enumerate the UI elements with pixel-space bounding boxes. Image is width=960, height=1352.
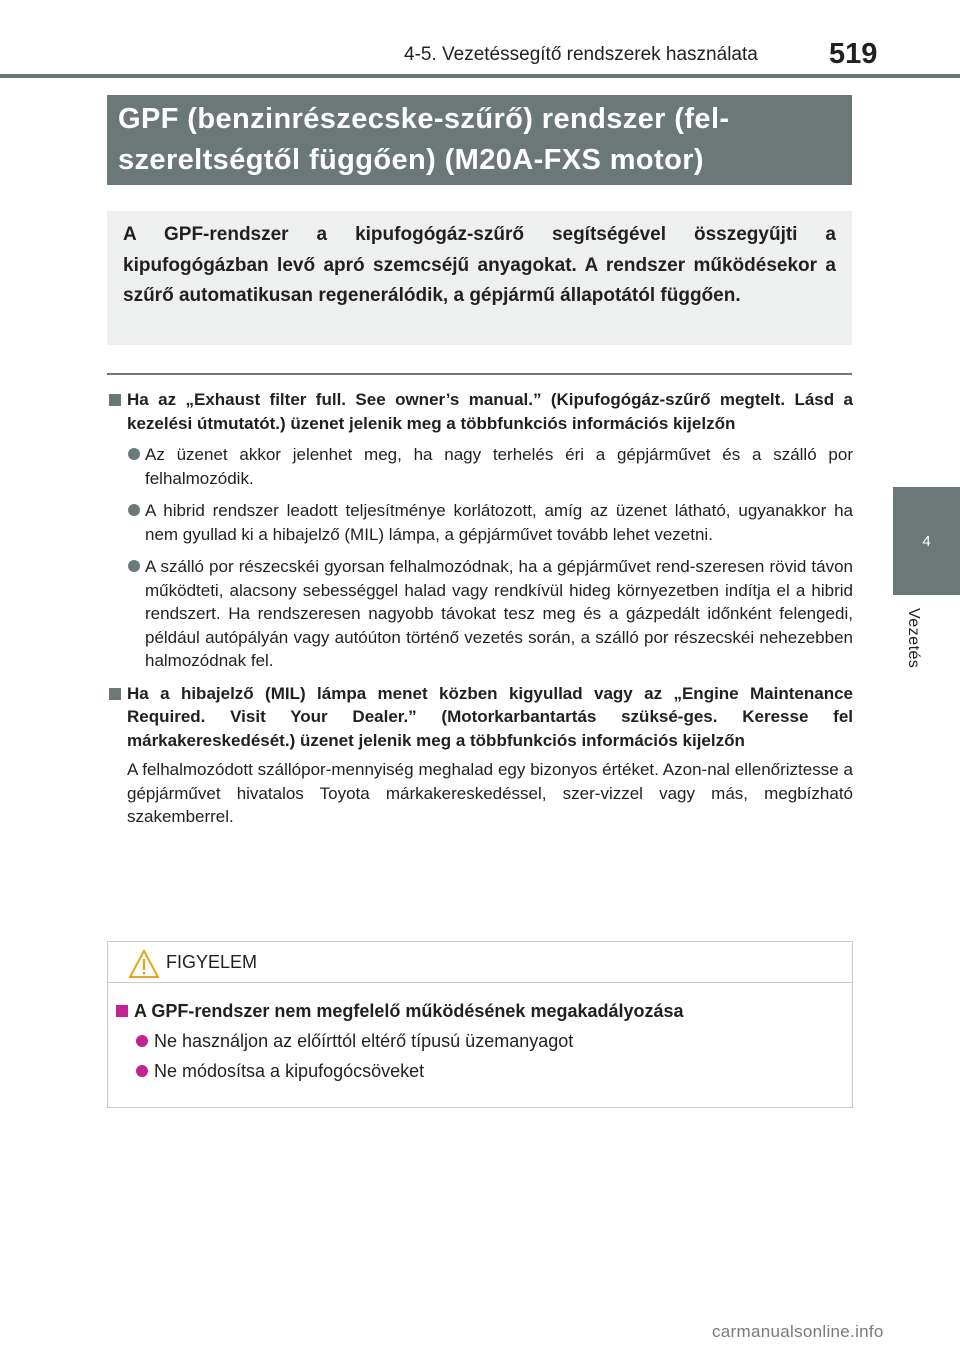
warning-triangle-icon (128, 949, 160, 984)
round-bullet-icon (136, 1065, 148, 1077)
intro-box (107, 211, 852, 345)
section-paragraph: A felhalmozódott szállópor-mennyiség meghalad egy bizonyos értéket. Azon-nal ellenőriztesse a gépjárművet hivatalos Toyota márkakereskedéssel, szer-vizzel vagy más, megbízható szakemberrel. (127, 760, 853, 826)
page-title: GPF (benzinrészecske-szűrő) rendszer (fel-szereltségtől függően) (M20A-FXS motor) (118, 103, 730, 176)
warning-item-text: Ne módosítsa a kipufogócsöveket (154, 1061, 425, 1081)
square-bullet-icon (109, 394, 121, 406)
warning-heading (116, 999, 852, 1023)
section-heading (107, 682, 853, 753)
chapter-number: 4 (922, 533, 931, 550)
section-divider (107, 373, 852, 375)
warning-header (108, 942, 852, 983)
watermark: carmanualsonline.info (712, 1322, 884, 1341)
header-rule (0, 74, 960, 78)
round-bullet-icon (128, 560, 140, 572)
square-bullet-icon (116, 1005, 128, 1017)
square-bullet-icon (109, 688, 121, 700)
round-bullet-icon (136, 1035, 148, 1047)
chapter-tab (893, 487, 960, 595)
list-item (107, 499, 853, 546)
section-heading-text: Ha az „Exhaust filter full. See owner’s manual.” (Kipufogógáz-szűrő megtelt. Lásd a kezelési útmutatót.) üzenet jelenik meg a többfunkciós információs kijelzőn (127, 390, 853, 433)
list-item (107, 443, 853, 490)
page-title-box (107, 95, 852, 185)
chapter-label: Vezetés (905, 608, 922, 669)
round-bullet-icon (128, 448, 140, 460)
section-heading-text: Ha a hibajelző (MIL) lámpa menet közben kigyullad vagy az „Engine Maintenance Required. Visit Your Dealer.” (Motorkarbantartás szüksé-ges. Keresse fel márkakereskedését.) üzenet jelenik meg a többfunkciós információs kijelzőn (127, 683, 853, 750)
warning-body (108, 983, 852, 1083)
list-item-text: A hibrid rendszer leadott teljesítménye korlátozott, amíg az üzenet látható, ugyanakkor ha nem gyullad ki a hibajelző (MIL) lámpa, a gépjárművet tovább lehet vezetni. (145, 501, 853, 544)
section-heading (107, 388, 853, 435)
warning-box (107, 941, 853, 1108)
warning-title: FIGYELEM (166, 952, 258, 972)
round-bullet-icon (128, 504, 140, 516)
page-number: 519 (829, 38, 878, 70)
list-item (107, 555, 853, 673)
intro-text: A GPF-rendszer a kipufogógáz-szűrő segítségével összegyűjti a kipufogógázban levő apró szemcséjű anyagokat. A rendszer működésekor a szűrő automatikusan regenerálódik, a gépjármű állapotától függően. (123, 224, 836, 306)
warning-heading-text: A GPF-rendszer nem megfelelő működésének megakadályozása (134, 1001, 684, 1021)
warning-item-text: Ne használjon az előírttól eltérő típusú üzemanyagot (154, 1031, 574, 1051)
list-item-text: Az üzenet akkor jelenhet meg, ha nagy terhelés éri a gépjárművet és a szálló por felhalmozódik. (145, 445, 853, 488)
warning-item (116, 1029, 852, 1053)
main-content (107, 388, 853, 829)
header-section-title: 4-5. Vezetéssegítő rendszerek használata (404, 44, 758, 65)
list-item-text: A szálló por részecskéi gyorsan felhalmozódnak, ha a gépjárművet rend-szeresen rövid távon működteti, alacsony sebességgel halad vagy rendkívül hideg környezetben indítja el a hibrid rendszert. Ha rendszeresen nagyobb távokat tesz meg és a gázpedált időnként felengedi, például autópályán vagy autóúton történő vezetés során, a szálló por részecskéi nehezebben halmozódnak fel. (145, 557, 853, 670)
warning-item (116, 1059, 852, 1083)
